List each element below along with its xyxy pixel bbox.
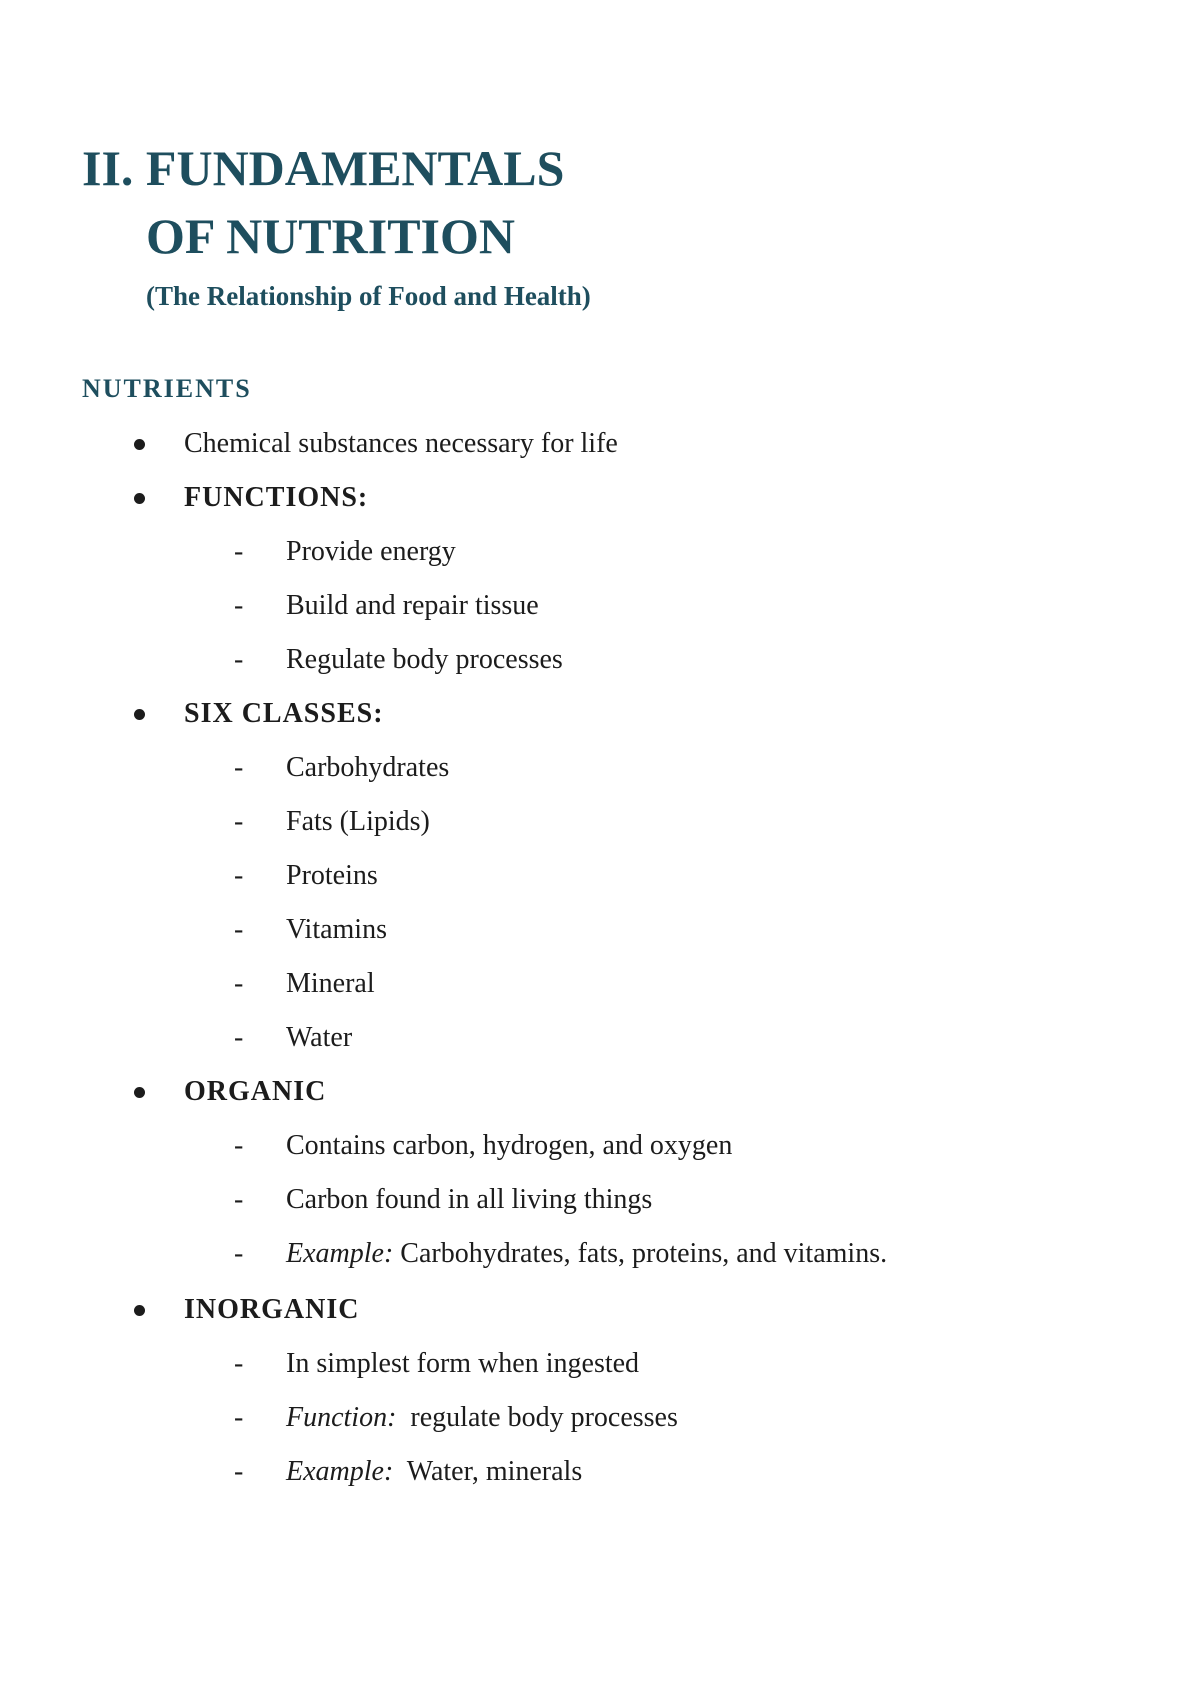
sub-item-text: Water [286, 1022, 353, 1053]
sub-item-text: Provide energy [286, 536, 456, 567]
example-text: Water, minerals [393, 1456, 583, 1487]
dash-marker: - [234, 968, 244, 999]
dash-marker: - [234, 1456, 244, 1487]
sub-item-text [286, 1454, 582, 1490]
sub-item-text: Carbohydrates [286, 752, 450, 783]
bullet-heading-inorganic: INORGANIC [184, 1294, 360, 1325]
example-label: Example: [286, 1238, 394, 1269]
page-title-line-1: II. FUNDAMENTALS [82, 140, 565, 196]
sub-item-text: Mineral [286, 968, 375, 999]
bullet-dot-icon [134, 1305, 145, 1316]
dash-marker: - [234, 644, 244, 675]
page-subtitle: (The Relationship of Food and Health) [146, 281, 591, 311]
dash-marker: - [234, 752, 244, 783]
dash-marker: - [234, 536, 244, 567]
page-title-line-2: OF NUTRITION [146, 208, 516, 264]
sub-item-text: Carbon found in all living things [286, 1184, 653, 1215]
sub-item-text: Build and repair tissue [286, 590, 539, 621]
function-text: regulate body processes [396, 1402, 678, 1433]
sub-item-text [286, 1236, 887, 1272]
dash-marker: - [234, 1022, 244, 1053]
bullet-dot-icon [134, 1087, 145, 1098]
bullet-text: Chemical substances necessary for life [184, 428, 618, 459]
sub-item-text: Fats (Lipids) [286, 806, 430, 837]
bullet-dot-icon [134, 439, 145, 450]
dash-marker: - [234, 1402, 244, 1433]
bullet-dot-icon [134, 709, 145, 720]
example-label: Example: [286, 1456, 394, 1487]
dash-marker: - [234, 914, 244, 945]
sub-item-text: In simplest form when ingested [286, 1348, 640, 1379]
sub-item-text [286, 1400, 678, 1436]
dash-marker: - [234, 860, 244, 891]
section-heading-nutrients: NUTRIENTS [82, 374, 252, 403]
sub-item-text: Proteins [286, 860, 378, 891]
dash-marker: - [234, 590, 244, 621]
sub-item-text: Regulate body processes [286, 644, 563, 675]
dash-marker: - [234, 1348, 244, 1379]
dash-marker: - [234, 806, 244, 837]
dash-marker: - [234, 1238, 244, 1269]
dash-marker: - [234, 1184, 244, 1215]
function-label: Function: [286, 1402, 397, 1433]
dash-marker: - [234, 1130, 244, 1161]
example-text: Carbohydrates, fats, proteins, and vitamins. [393, 1238, 888, 1269]
bullet-heading-organic: ORGANIC [184, 1076, 327, 1107]
sub-item-text: Contains carbon, hydrogen, and oxygen [286, 1130, 733, 1161]
bullet-heading-functions: FUNCTIONS: [184, 482, 369, 513]
bullet-heading-six-classes: SIX CLASSES: [184, 698, 384, 729]
sub-item-text: Vitamins [286, 914, 387, 945]
bullet-dot-icon [134, 493, 145, 504]
